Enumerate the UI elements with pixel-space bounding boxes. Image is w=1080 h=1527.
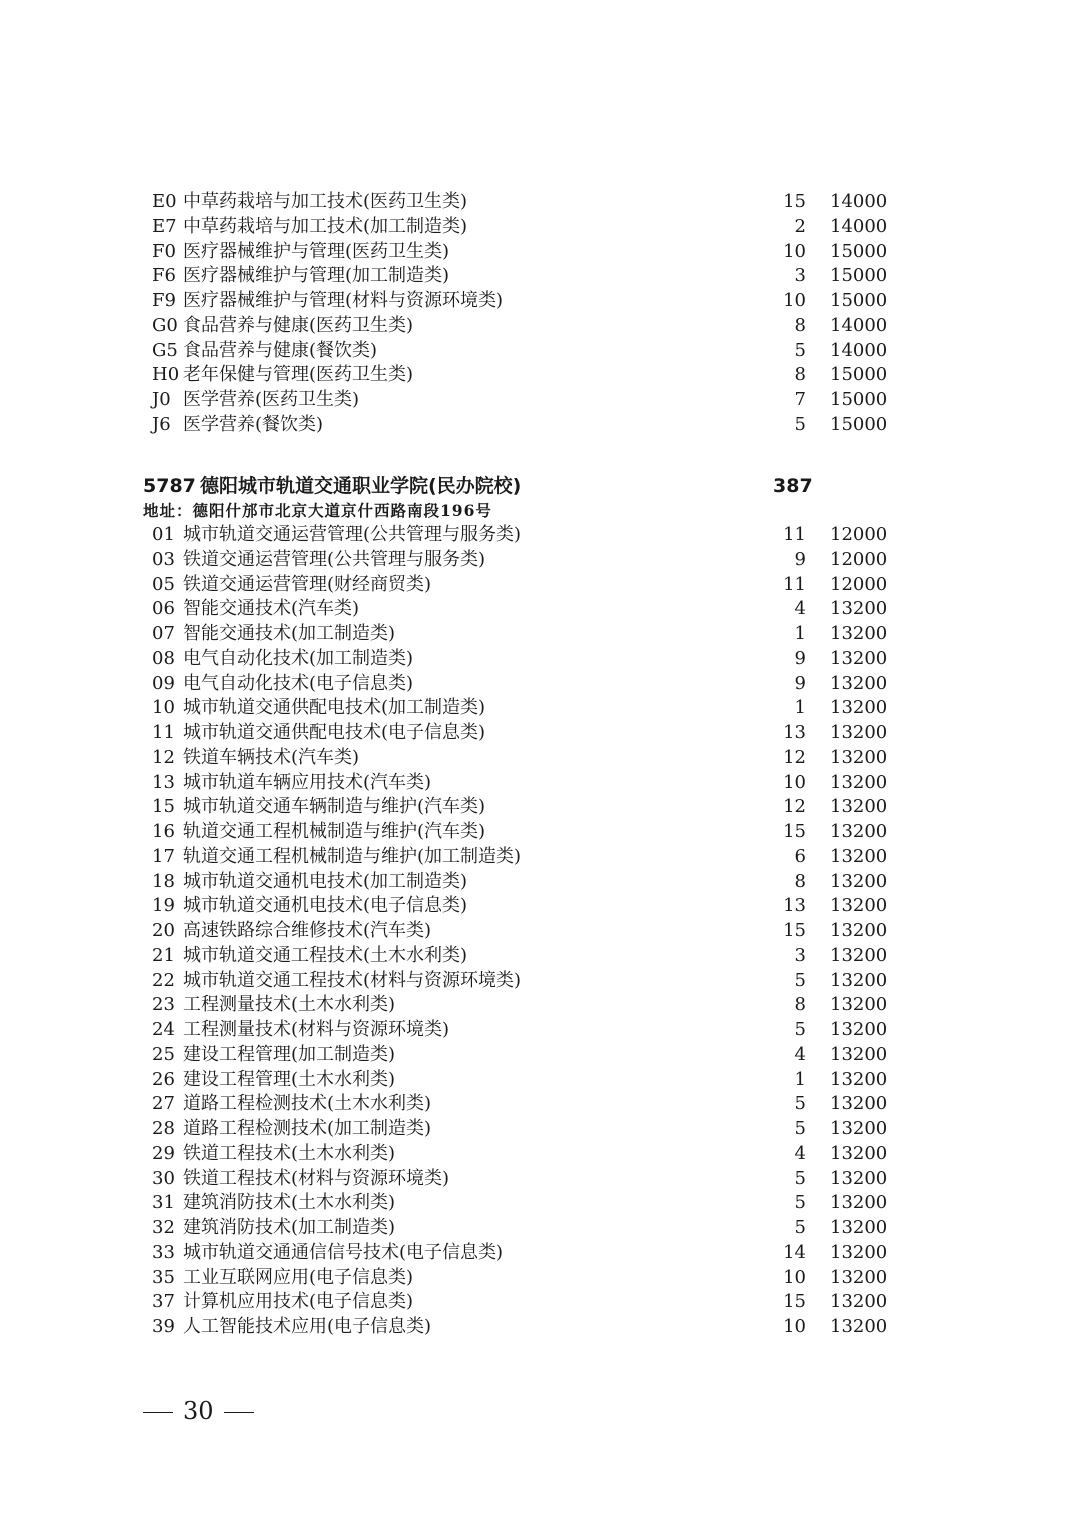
program-tuition-fee: 13200: [830, 623, 888, 644]
program-plan-count: 10: [783, 1266, 806, 1288]
program-name: 工业互联网应用(电子信息类): [183, 1266, 414, 1288]
school-address: 地址：德阳什邡市北京大道京什西路南段196号: [143, 501, 492, 520]
program-name: 城市轨道交通通信信号技术(电子信息类): [183, 1241, 504, 1263]
program-row: [0, 413, 1080, 438]
program-tuition-fee: 13200: [830, 1118, 888, 1139]
program-code: 17: [152, 845, 175, 867]
program-plan-count: 7: [794, 389, 806, 410]
program-row: [0, 1216, 1080, 1241]
program-plan-count: 10: [783, 240, 806, 262]
program-code: 01: [152, 524, 175, 545]
program-row: [0, 523, 1080, 548]
program-name: 中草药栽培与加工技术(医药卫生类): [183, 191, 468, 212]
program-plan-count: 14: [783, 1241, 806, 1263]
program-name: 中草药栽培与加工技术(加工制造类): [183, 215, 468, 237]
program-row: [0, 289, 1080, 314]
program-name: 电气自动化技术(加工制造类): [183, 647, 414, 669]
program-tuition-fee: 13200: [830, 672, 888, 694]
program-plan-count: 10: [783, 290, 806, 311]
program-name: 城市轨道交通运营管理(公共管理与服务类): [183, 524, 522, 545]
program-row: [0, 1018, 1080, 1043]
program-row: [0, 1068, 1080, 1093]
program-code: 23: [152, 994, 175, 1016]
program-plan-count: 9: [794, 548, 806, 570]
program-tuition-fee: 13200: [830, 1316, 888, 1337]
program-tuition-fee: 13200: [830, 598, 888, 620]
program-tuition-fee: 13200: [830, 944, 888, 966]
program-row: [0, 363, 1080, 388]
program-row: [0, 573, 1080, 598]
program-plan-count: 4: [794, 598, 806, 620]
program-code: F0: [152, 240, 176, 262]
program-code: 39: [152, 1316, 175, 1337]
program-row: [0, 1191, 1080, 1216]
program-name: 城市轨道交通工程技术(土木水利类): [183, 944, 468, 966]
program-name: 城市轨道交通机电技术(加工制造类): [183, 870, 468, 892]
program-row: [0, 894, 1080, 919]
program-name: 建设工程管理(加工制造类): [183, 1043, 396, 1065]
program-row: [0, 388, 1080, 413]
program-code: 08: [152, 647, 175, 669]
program-name: 铁道工程技术(材料与资源环境类): [183, 1167, 450, 1189]
program-tuition-fee: 13200: [830, 1167, 888, 1189]
program-tuition-fee: 13200: [830, 722, 888, 743]
program-row: [0, 622, 1080, 647]
program-row: [0, 870, 1080, 895]
program-row: [0, 1092, 1080, 1117]
program-code: 26: [152, 1068, 175, 1090]
program-tuition-fee: 14000: [830, 314, 888, 336]
program-code: 27: [152, 1093, 175, 1115]
program-tuition-fee: 15000: [830, 364, 888, 386]
program-tuition-fee: 13200: [830, 1019, 888, 1040]
program-row: [0, 696, 1080, 721]
program-code: E0: [152, 191, 177, 212]
program-code: 12: [152, 746, 175, 768]
program-code: F6: [152, 265, 176, 287]
program-name: 食品营养与健康(餐饮类): [183, 339, 378, 361]
program-tuition-fee: 15000: [830, 389, 888, 410]
program-name: 食品营养与健康(医药卫生类): [183, 314, 414, 336]
footer-dash-left: [143, 1412, 173, 1414]
program-plan-count: 8: [794, 870, 806, 892]
program-plan-count: 15: [783, 821, 806, 842]
program-plan-count: 15: [783, 920, 806, 941]
program-plan-count: 1: [794, 1068, 806, 1090]
program-code: 10: [152, 697, 175, 719]
program-plan-count: 5: [794, 1019, 806, 1040]
program-code: 19: [152, 895, 175, 917]
program-plan-count: 15: [783, 191, 806, 212]
program-name: 医学营养(餐饮类): [183, 413, 324, 435]
program-tuition-fee: 13200: [830, 895, 888, 917]
program-plan-count: 5: [794, 1093, 806, 1115]
program-row: [0, 820, 1080, 845]
program-code: H0: [152, 364, 180, 386]
program-tuition-fee: 15000: [830, 290, 888, 311]
program-code: F9: [152, 290, 176, 311]
program-row: [0, 240, 1080, 265]
program-row: [0, 672, 1080, 697]
program-plan-count: 5: [794, 969, 806, 991]
program-row: [0, 845, 1080, 870]
program-tuition-fee: 13200: [830, 969, 888, 991]
program-code: 11: [152, 722, 175, 743]
program-row: [0, 919, 1080, 944]
program-row: [0, 548, 1080, 573]
program-name: 计算机应用技术(电子信息类): [183, 1291, 414, 1313]
program-name: 高速铁路综合维修技术(汽车类): [183, 920, 432, 941]
program-name: 电气自动化技术(电子信息类): [183, 672, 414, 694]
program-plan-count: 4: [794, 1043, 806, 1065]
program-tuition-fee: 13200: [830, 1217, 888, 1238]
program-plan-count: 12: [783, 746, 806, 768]
program-plan-count: 13: [783, 722, 806, 743]
program-row: [0, 993, 1080, 1018]
school-total-enrollment: 387: [773, 475, 813, 497]
program-plan-count: 15: [783, 1291, 806, 1313]
program-code: 29: [152, 1142, 175, 1164]
program-code: 35: [152, 1266, 175, 1288]
program-tuition-fee: 15000: [830, 240, 888, 262]
continued-program-list: [0, 190, 1080, 438]
program-plan-count: 11: [783, 573, 806, 595]
program-plan-count: 5: [794, 413, 806, 435]
program-plan-count: 8: [794, 314, 806, 336]
program-code: 09: [152, 672, 175, 694]
program-row: [0, 771, 1080, 796]
program-plan-count: 5: [794, 1118, 806, 1139]
program-row: [0, 1167, 1080, 1192]
program-code: 16: [152, 821, 175, 842]
program-plan-count: 5: [794, 1217, 806, 1238]
program-name: 智能交通技术(汽车类): [183, 598, 360, 620]
program-code: 05: [152, 573, 175, 595]
program-code: 37: [152, 1291, 175, 1313]
program-code: 24: [152, 1019, 175, 1040]
program-row: [0, 944, 1080, 969]
program-name: 建筑消防技术(加工制造类): [183, 1217, 396, 1238]
program-tuition-fee: 13200: [830, 796, 888, 818]
program-code: J6: [152, 413, 171, 435]
program-tuition-fee: 15000: [830, 265, 888, 287]
program-plan-count: 9: [794, 672, 806, 694]
program-tuition-fee: 13200: [830, 994, 888, 1016]
program-name: 医学营养(医药卫生类): [183, 389, 360, 410]
program-plan-count: 8: [794, 364, 806, 386]
program-code: 22: [152, 969, 175, 991]
program-code: 15: [152, 796, 175, 818]
program-row: [0, 1315, 1080, 1340]
program-name: 轨道交通工程机械制造与维护(加工制造类): [183, 845, 522, 867]
program-name: 道路工程检测技术(土木水利类): [183, 1093, 432, 1115]
program-code: 07: [152, 623, 175, 644]
program-name: 城市轨道交通工程技术(材料与资源环境类): [183, 969, 522, 991]
program-row: [0, 721, 1080, 746]
program-row: [0, 597, 1080, 622]
program-name: 智能交通技术(加工制造类): [183, 623, 396, 644]
program-name: 城市轨道交通机电技术(电子信息类): [183, 895, 468, 917]
program-tuition-fee: 13200: [830, 647, 888, 669]
program-plan-count: 5: [794, 1192, 806, 1214]
program-plan-count: 12: [783, 796, 806, 818]
school-code: 5787: [143, 475, 196, 497]
program-tuition-fee: 15000: [830, 413, 888, 435]
program-tuition-fee: 13200: [830, 845, 888, 867]
program-tuition-fee: 14000: [830, 191, 888, 212]
program-tuition-fee: 13200: [830, 920, 888, 941]
program-code: 20: [152, 920, 175, 941]
program-code: J0: [152, 389, 171, 410]
program-row: [0, 969, 1080, 994]
program-code: 33: [152, 1241, 175, 1263]
program-tuition-fee: 13200: [830, 870, 888, 892]
page-footer: [143, 1393, 254, 1429]
program-row: [0, 746, 1080, 771]
program-name: 建设工程管理(土木水利类): [183, 1068, 396, 1090]
program-row: [0, 1142, 1080, 1167]
program-tuition-fee: 13200: [830, 771, 888, 793]
program-name: 工程测量技术(土木水利类): [183, 994, 396, 1016]
program-tuition-fee: 13200: [830, 1068, 888, 1090]
program-plan-count: 6: [794, 845, 806, 867]
program-tuition-fee: 13200: [830, 1241, 888, 1263]
program-name: 医疗器械维护与管理(材料与资源环境类): [183, 290, 504, 311]
program-plan-count: 10: [783, 771, 806, 793]
program-tuition-fee: 13200: [830, 1142, 888, 1164]
program-code: 30: [152, 1167, 175, 1189]
program-row: [0, 190, 1080, 215]
program-name: 工程测量技术(材料与资源环境类): [183, 1019, 450, 1040]
program-tuition-fee: 13200: [830, 697, 888, 719]
program-plan-count: 11: [783, 524, 806, 545]
program-plan-count: 5: [794, 1167, 806, 1189]
school-header: [0, 472, 1080, 500]
program-row: [0, 264, 1080, 289]
program-tuition-fee: 13200: [830, 746, 888, 768]
program-code: E7: [152, 215, 177, 237]
program-row: [0, 795, 1080, 820]
program-code: 03: [152, 548, 175, 570]
program-name: 城市轨道交通供配电技术(电子信息类): [183, 722, 486, 743]
program-code: 06: [152, 598, 175, 620]
program-code: 18: [152, 870, 175, 892]
program-code: 32: [152, 1217, 175, 1238]
program-row: [0, 1117, 1080, 1142]
program-tuition-fee: 13200: [830, 821, 888, 842]
program-name: 铁道交通运营管理(财经商贸类): [183, 573, 432, 595]
program-row: [0, 1266, 1080, 1291]
program-name: 老年保健与管理(医药卫生类): [183, 364, 414, 386]
program-tuition-fee: 13200: [830, 1093, 888, 1115]
program-row: [0, 647, 1080, 672]
program-plan-count: 3: [794, 265, 806, 287]
program-tuition-fee: 12000: [830, 548, 888, 570]
program-plan-count: 13: [783, 895, 806, 917]
program-tuition-fee: 13200: [830, 1266, 888, 1288]
program-code: 25: [152, 1043, 175, 1065]
program-name: 铁道工程技术(土木水利类): [183, 1142, 396, 1164]
program-plan-count: 3: [794, 944, 806, 966]
program-code: 21: [152, 944, 175, 966]
school-name: 德阳城市轨道交通职业学院(民办院校): [200, 475, 522, 497]
program-row: [0, 1043, 1080, 1068]
program-name: 城市轨道交通供配电技术(加工制造类): [183, 697, 486, 719]
program-name: 铁道车辆技术(汽车类): [183, 746, 360, 768]
program-name: 道路工程检测技术(加工制造类): [183, 1118, 432, 1139]
program-row: [0, 215, 1080, 240]
program-tuition-fee: 13200: [830, 1192, 888, 1214]
program-plan-count: 9: [794, 647, 806, 669]
program-plan-count: 8: [794, 994, 806, 1016]
program-name: 建筑消防技术(土木水利类): [183, 1192, 396, 1214]
program-row: [0, 1241, 1080, 1266]
program-plan-count: 1: [794, 697, 806, 719]
program-row: [0, 339, 1080, 364]
program-code: G0: [152, 314, 178, 336]
footer-dash-right: [224, 1412, 254, 1414]
program-row: [0, 314, 1080, 339]
program-code: G5: [152, 339, 178, 361]
program-tuition-fee: 12000: [830, 524, 888, 545]
program-name: 医疗器械维护与管理(医药卫生类): [183, 240, 450, 262]
program-row: [0, 1290, 1080, 1315]
program-tuition-fee: 12000: [830, 573, 888, 595]
program-tuition-fee: 13200: [830, 1291, 888, 1313]
program-tuition-fee: 13200: [830, 1043, 888, 1065]
program-name: 医疗器械维护与管理(加工制造类): [183, 265, 450, 287]
page-number: 30: [183, 1397, 214, 1425]
school-program-list: [0, 523, 1080, 1340]
program-tuition-fee: 14000: [830, 339, 888, 361]
program-plan-count: 4: [794, 1142, 806, 1164]
program-plan-count: 1: [794, 623, 806, 644]
program-name: 城市轨道交通车辆制造与维护(汽车类): [183, 796, 486, 818]
program-name: 轨道交通工程机械制造与维护(汽车类): [183, 821, 486, 842]
program-code: 31: [152, 1192, 175, 1214]
program-plan-count: 2: [794, 215, 806, 237]
program-plan-count: 5: [794, 339, 806, 361]
program-name: 人工智能技术应用(电子信息类): [183, 1316, 432, 1337]
program-tuition-fee: 14000: [830, 215, 888, 237]
program-code: 28: [152, 1118, 175, 1139]
program-name: 铁道交通运营管理(公共管理与服务类): [183, 548, 486, 570]
program-name: 城市轨道车辆应用技术(汽车类): [183, 771, 432, 793]
program-code: 13: [152, 771, 175, 793]
program-plan-count: 10: [783, 1316, 806, 1337]
